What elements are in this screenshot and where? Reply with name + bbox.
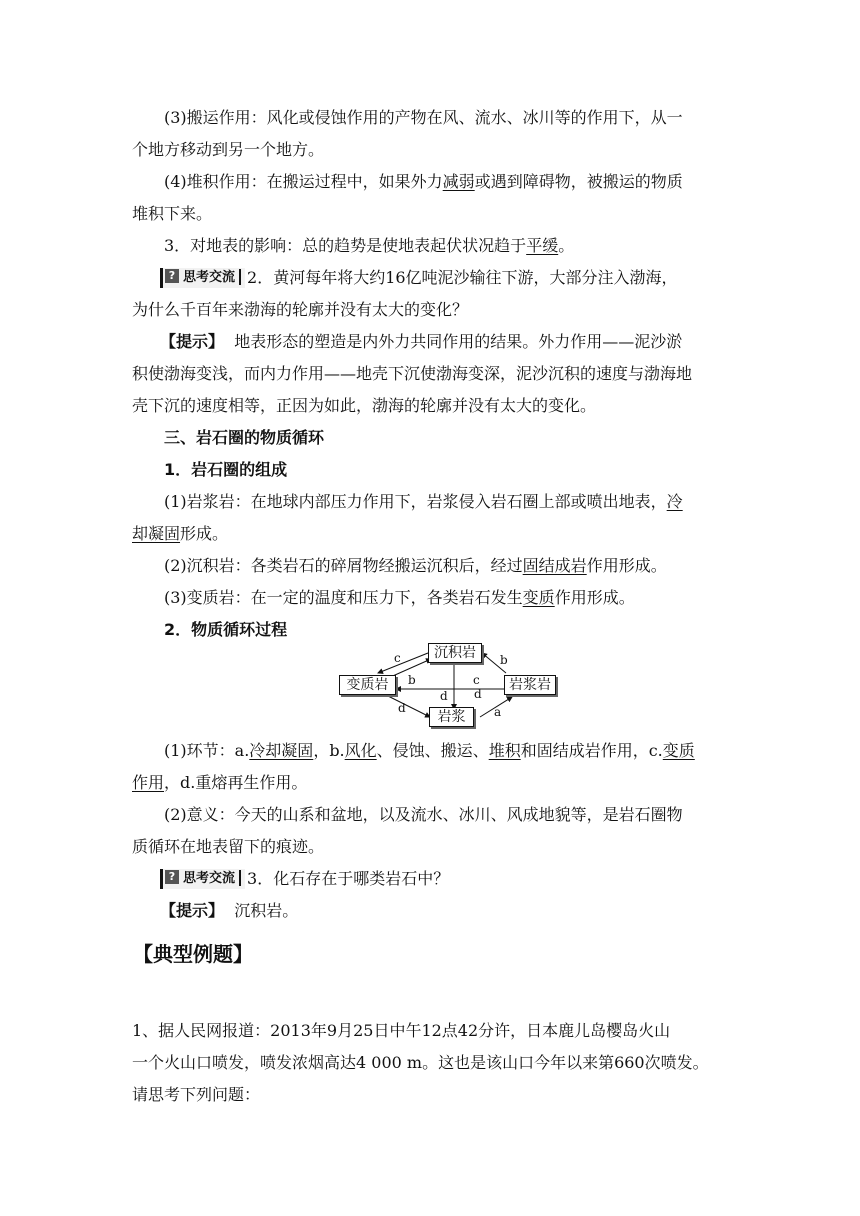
- text: (1)岩浆岩：在地球内部压力作用下，岩浆侵入岩石圈上部或喷出地表，: [164, 492, 667, 511]
- think-exchange-badge: [160, 869, 245, 889]
- think-question-2: [160, 267, 678, 289]
- text: 2．黄河每年将大约16亿吨泥沙输往下游，大部分注入渤海，: [247, 268, 678, 287]
- underlined-answer: 减弱: [442, 172, 475, 191]
- text: 地表形态的塑造是内外力共同作用的结果。外力作用——泥沙淤: [234, 332, 683, 351]
- text: (3)搬运作用：风化或侵蚀作用的产物在风、流水、冰川等的作用下，从一: [164, 108, 683, 127]
- badge-bar: [239, 269, 241, 285]
- example-1-line1: [132, 1020, 670, 1042]
- label-d-right: d: [474, 687, 482, 701]
- label-b-left: b: [408, 673, 416, 687]
- text: 个地方移动到另一个地方。: [132, 140, 325, 159]
- paragraph-transport: [164, 107, 683, 129]
- text: 和固结成岩作用，c.: [520, 741, 663, 760]
- text: 质循环在地表留下的痕迹。: [132, 837, 325, 856]
- text: 1．岩石圈的组成: [164, 460, 288, 479]
- arrow-d-meta-to-magma: [386, 695, 430, 717]
- question-mark-icon: ?: [165, 870, 179, 884]
- text: (4)堆积作用：在搬运过程中，如果外力: [164, 172, 443, 191]
- text: 2．物质循环过程: [164, 620, 288, 639]
- text: (2)沉积岩：各类岩石的碎屑物经搬运沉积后，经过: [164, 556, 523, 575]
- paragraph-surface-effect: [164, 235, 574, 257]
- text: 请思考下列问题：: [132, 1085, 261, 1104]
- hint-3: [160, 900, 298, 922]
- arrow-c-sed-to-meta: [378, 653, 428, 673]
- think-exchange-badge: [160, 268, 245, 288]
- underlined-answer: 作用: [132, 773, 165, 792]
- rock-cycle-diagram: [336, 641, 558, 726]
- hint-label: 【提示】: [160, 332, 225, 351]
- badge-bar: [239, 870, 241, 886]
- text: 、侵蚀、搬运、: [376, 741, 489, 760]
- underlined-answer: 堆积: [488, 741, 521, 760]
- text: 。: [558, 236, 575, 255]
- paragraph-cycle-significance: [164, 804, 683, 826]
- hint-label: 【提示】: [160, 901, 225, 920]
- subheading-cycle-process: [164, 619, 287, 641]
- section-title-typical-examples: 【典型例题】: [133, 942, 253, 966]
- paragraph-deposition: [164, 171, 683, 193]
- text: 积使渤海变浅，而内力作用——地壳下沉使渤海变深，泥沙沉积的速度与渤海地: [132, 364, 693, 383]
- underlined-answer: 冷却凝固: [249, 741, 314, 760]
- underlined-answer: 平缓: [526, 236, 559, 255]
- paragraph-igneous: [164, 491, 683, 513]
- underlined-answer: 风化: [344, 741, 377, 760]
- text: ，b.: [313, 741, 345, 760]
- text: 壳下沉的速度相等，正因为如此，渤海的轮廓并没有太大的变化。: [132, 396, 597, 415]
- underlined-answer: 变质: [522, 588, 555, 607]
- question-mark-icon: ?: [165, 269, 179, 283]
- hint-2-cont2: [132, 395, 596, 417]
- label-a: a: [494, 705, 502, 719]
- hint-2: [160, 331, 682, 353]
- text: (3)变质岩：在一定的温度和压力下，各类岩石发生: [164, 588, 523, 607]
- text: 形成。: [180, 524, 229, 543]
- section-heading-rock-cycle: [164, 427, 324, 449]
- paragraph-deposition-cont: [132, 203, 212, 225]
- text: 三、岩石圈的物质循环: [164, 428, 325, 447]
- subheading-composition: [164, 459, 287, 481]
- example-1-line3: [132, 1084, 260, 1106]
- box-igneous-rock: 岩浆岩: [504, 675, 556, 695]
- text: 一个火山口喷发，喷发浓烟高达4 000 m。这也是该山口今年以来第660次喷发。: [132, 1053, 709, 1072]
- label-d-center: d: [440, 689, 448, 703]
- badge-label: 思考交流: [183, 269, 236, 285]
- paragraph-sedimentary: [164, 555, 667, 577]
- label-d-bottom: d: [398, 701, 406, 715]
- text: 堆积下来。: [132, 204, 213, 223]
- text: 沉积岩。: [234, 901, 299, 920]
- text: 3．化石存在于哪类岩石中？: [247, 869, 450, 888]
- paragraph-cycle-links: [164, 740, 695, 762]
- underlined-answer: 冷: [666, 492, 683, 511]
- paragraph-cycle-links-cont: [132, 772, 307, 794]
- box-sedimentary-rock: 沉积岩: [428, 643, 482, 663]
- label-c-top: c: [394, 651, 401, 665]
- paragraph-cycle-significance-cont: [132, 836, 324, 858]
- label-c-middle: c: [473, 673, 480, 687]
- paragraph-metamorphic: [164, 587, 635, 609]
- label-b-right: b: [500, 653, 508, 667]
- underlined-answer: 固结成岩: [522, 556, 587, 575]
- think-question-3: [160, 868, 449, 890]
- paragraph-transport-cont: [132, 139, 324, 161]
- text: 3．对地表的影响：总的趋势是使地表起伏状况趋于: [164, 236, 527, 255]
- hint-2-cont1: [132, 363, 692, 385]
- text: ，d.重熔再生作用。: [164, 773, 308, 792]
- text: (2)意义：今天的山系和盆地，以及流水、冰川、风成地貌等，是岩石圈物: [164, 805, 683, 824]
- box-metamorphic-rock: 变质岩: [339, 675, 396, 695]
- text: 或遇到障碍物，被搬运的物质: [474, 172, 683, 191]
- box-magma: 岩浆: [429, 707, 474, 727]
- paragraph-igneous-cont: [132, 523, 228, 545]
- text: 1、据人民网报道：2013年9月25日中午12点42分许，日本鹿儿岛樱岛火山: [132, 1021, 671, 1040]
- badge-label: 思考交流: [183, 870, 236, 886]
- text: 作用形成。: [586, 556, 667, 575]
- text: 作用形成。: [554, 588, 635, 607]
- text: (1)环节：a.: [164, 741, 250, 760]
- underlined-answer: 变质: [662, 741, 695, 760]
- text: 为什么千百年来渤海的轮廓并没有太大的变化？: [132, 300, 469, 319]
- think-question-2-cont: [132, 299, 468, 321]
- underlined-answer: 却凝固: [132, 524, 181, 543]
- example-1-line2: [132, 1052, 709, 1074]
